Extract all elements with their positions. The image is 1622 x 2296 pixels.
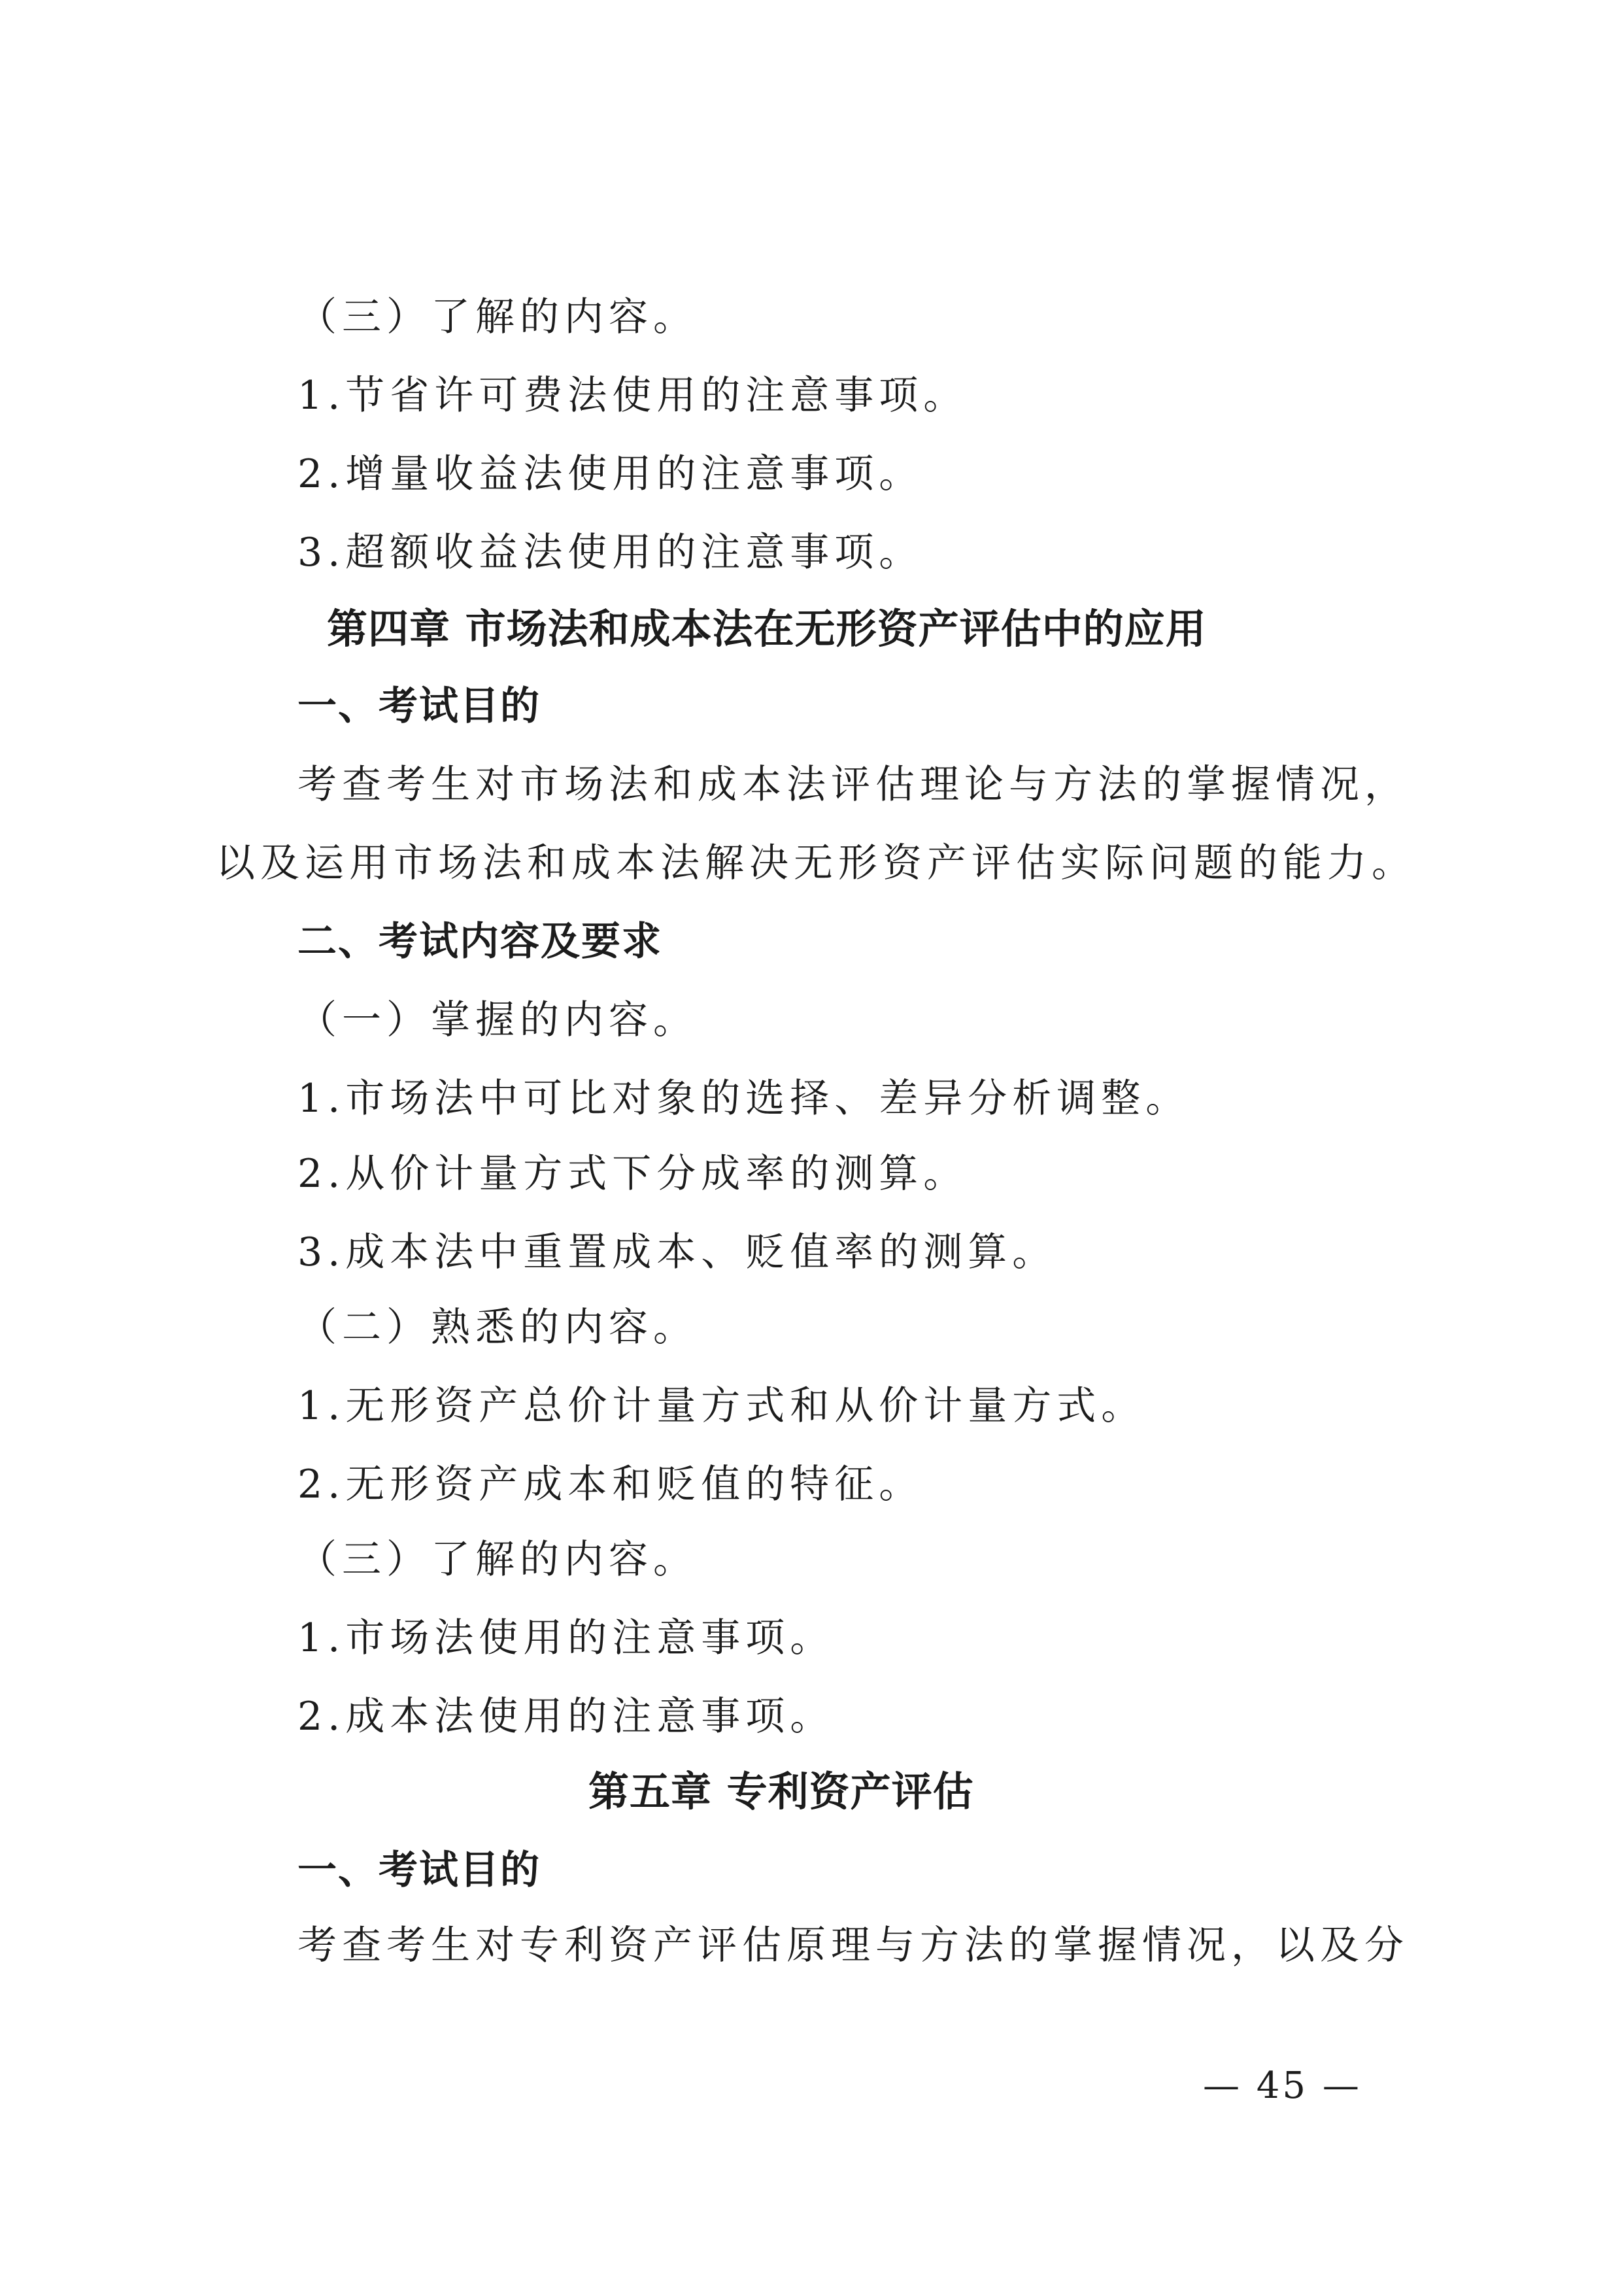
- list-item: 1.市场法使用的注意事项。: [297, 1615, 835, 1661]
- exam-purpose-heading: 一、考试目的: [297, 1847, 541, 1893]
- list-item: 1.无形资产总价计量方式和从价计量方式。: [297, 1383, 1146, 1429]
- section-master-heading: （一）掌握的内容。: [297, 997, 698, 1043]
- list-item: 3.成本法中重置成本、贬值率的测算。: [297, 1229, 1057, 1275]
- list-item: 1.市场法中可比对象的选择、差异分析调整。: [297, 1076, 1191, 1122]
- list-item: 2.从价计量方式下分成率的测算。: [297, 1151, 968, 1197]
- exam-purpose-heading: 一、考试目的: [297, 683, 541, 729]
- list-item: 2.无形资产成本和贬值的特征。: [297, 1462, 924, 1507]
- section-understand-heading: （三）了解的内容。: [297, 294, 698, 340]
- section-familiar-heading: （二）熟悉的内容。: [297, 1305, 698, 1350]
- list-item: 2.增量收益法使用的注意事项。: [297, 451, 924, 497]
- page-number: — 45 —: [1203, 2065, 1362, 2107]
- paragraph-line: 以及运用市场法和成本法解决无形资产评估实际问题的能力。: [216, 840, 1416, 886]
- exam-content-heading: 二、考试内容及要求: [297, 919, 662, 965]
- paragraph-line: 考查考生对专利资产评估原理与方法的掌握情况，以及分: [297, 1923, 1409, 1968]
- list-item: 2.成本法使用的注意事项。: [297, 1694, 835, 1739]
- section-understand-heading: （三）了解的内容。: [297, 1537, 698, 1583]
- chapter-4-title: 第四章 市场法和成本法在无形资产评估中的应用: [327, 605, 1207, 653]
- list-item: 1.节省许可费法使用的注意事项。: [297, 373, 968, 419]
- list-item: 3.超额收益法使用的注意事项。: [297, 530, 924, 575]
- chapter-5-title: 第五章 专利资产评估: [588, 1768, 974, 1815]
- paragraph-line: 考查考生对市场法和成本法评估理论与方法的掌握情况，: [297, 762, 1409, 808]
